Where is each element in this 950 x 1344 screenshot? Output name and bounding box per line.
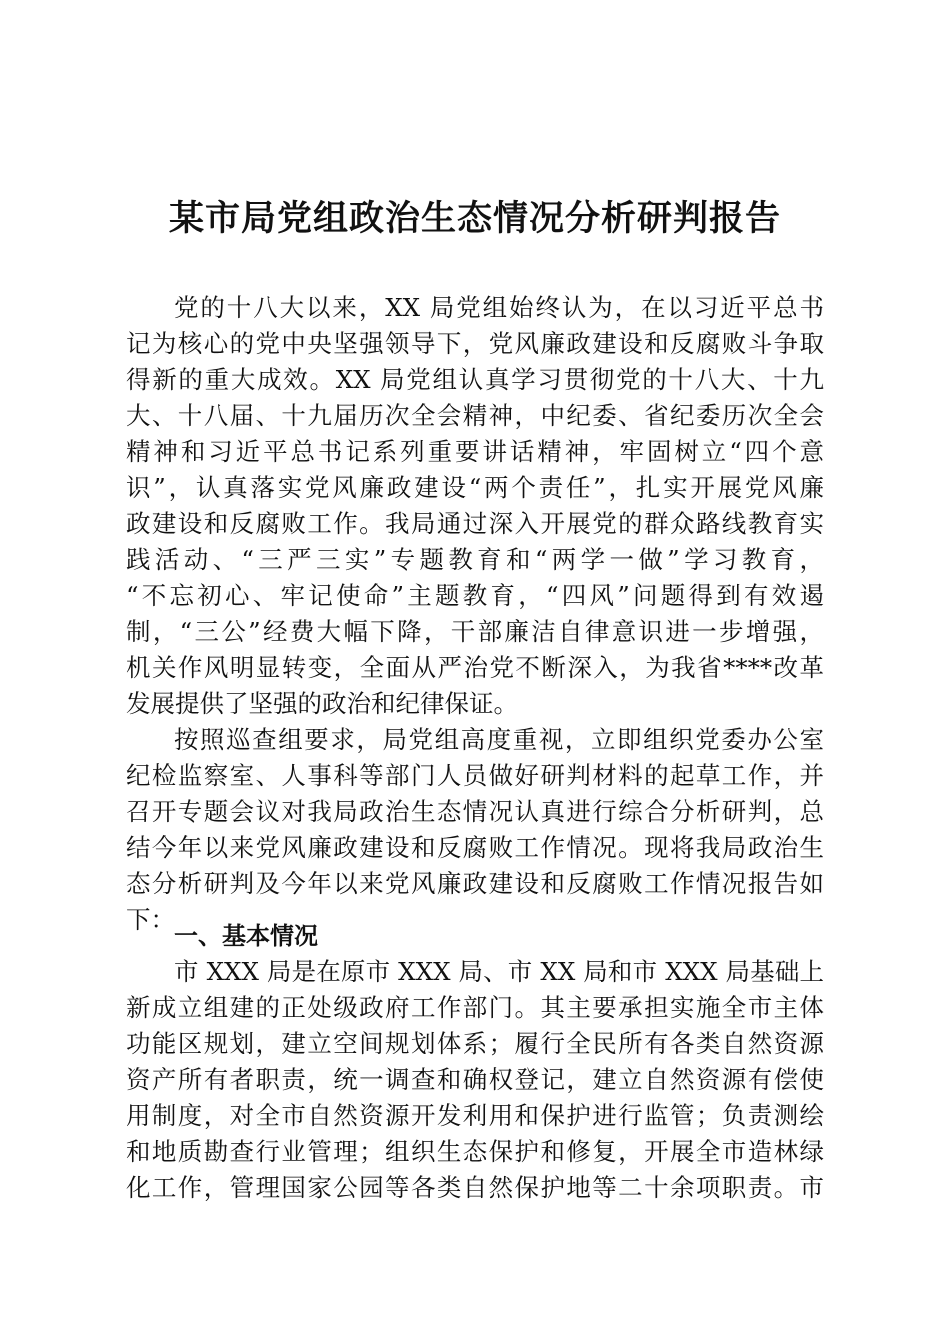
paragraph-2-line-2: 纪检监察室、人事科等部门人员做好研判材料的起草工作，并	[126, 761, 824, 790]
section-1-heading: 一、基本情况	[174, 922, 318, 950]
paragraph-3-line-4: 资产所有者职责，统一调查和确权登记，建立自然资源有偿使	[126, 1065, 824, 1094]
paragraph-2-line-1: 按照巡查组要求，局党组高度重视，立即组织党委办公室	[174, 725, 824, 754]
paragraph-1-line-3: 得新的重大成效。XX 局党组认真学习贯彻党的十八大、十九	[126, 365, 824, 394]
paragraph-1-line-6: 识”，认真落实党风廉政建设“两个责任”，扎实开展党风廉	[126, 473, 824, 502]
paragraph-1-line-4: 大、十八届、十九届历次全会精神，中纪委、省纪委历次全会	[126, 401, 824, 430]
paragraph-1-line-10: 制，“三公”经费大幅下降，干部廉洁自律意识进一步增强，	[126, 617, 824, 646]
paragraph-2-line-6: 下：	[126, 905, 175, 934]
paragraph-1-line-8: 践活动、“三严三实”专题教育和“两学一做”学习教育，	[126, 545, 824, 574]
paragraph-1-line-2: 记为核心的党中央坚强领导下，党风廉政建设和反腐败斗争取	[126, 329, 824, 358]
paragraph-1-line-9: “不忘初心、牢记使命”主题教育，“四风”问题得到有效遏	[126, 581, 824, 610]
paragraph-3-line-5: 用制度，对全市自然资源开发利用和保护进行监管；负责测绘	[126, 1101, 824, 1130]
paragraph-2-line-3: 召开专题会议对我局政治生态情况认真进行综合分析研判，总	[126, 797, 824, 826]
paragraph-1-line-12: 发展提供了坚强的政治和纪律保证。	[126, 689, 518, 718]
document-title: 某市局党组政治生态情况分析研判报告	[168, 198, 781, 239]
paragraph-3-line-6: 和地质勘查行业管理；组织生态保护和修复，开展全市造林绿	[126, 1137, 824, 1166]
paragraph-2-line-5: 态分析研判及今年以来党风廉政建设和反腐败工作情况报告如	[126, 869, 824, 898]
paragraph-1-line-5: 精神和习近平总书记系列重要讲话精神，牢固树立“四个意	[126, 437, 824, 466]
paragraph-3-line-3: 功能区规划，建立空间规划体系；履行全民所有各类自然资源	[126, 1029, 824, 1058]
paragraph-2-line-4: 结今年以来党风廉政建设和反腐败工作情况。现将我局政治生	[126, 833, 824, 862]
paragraph-1-line-7: 政建设和反腐败工作。我局通过深入开展党的群众路线教育实	[126, 509, 824, 538]
paragraph-1-line-11: 机关作风明显转变，全面从严治党不断深入，为我省****改革	[126, 653, 824, 682]
paragraph-3-line-7: 化工作，管理国家公园等各类自然保护地等二十余项职责。市	[126, 1173, 824, 1202]
paragraph-3-line-2: 新成立组建的正处级政府工作部门。其主要承担实施全市主体	[126, 993, 824, 1022]
paragraph-1-line-1: 党的十八大以来，XX 局党组始终认为，在以习近平总书	[174, 293, 824, 322]
paragraph-3-line-1: 市 XXX 局是在原市 XXX 局、市 XX 局和市 XXX 局基础上	[174, 957, 824, 986]
